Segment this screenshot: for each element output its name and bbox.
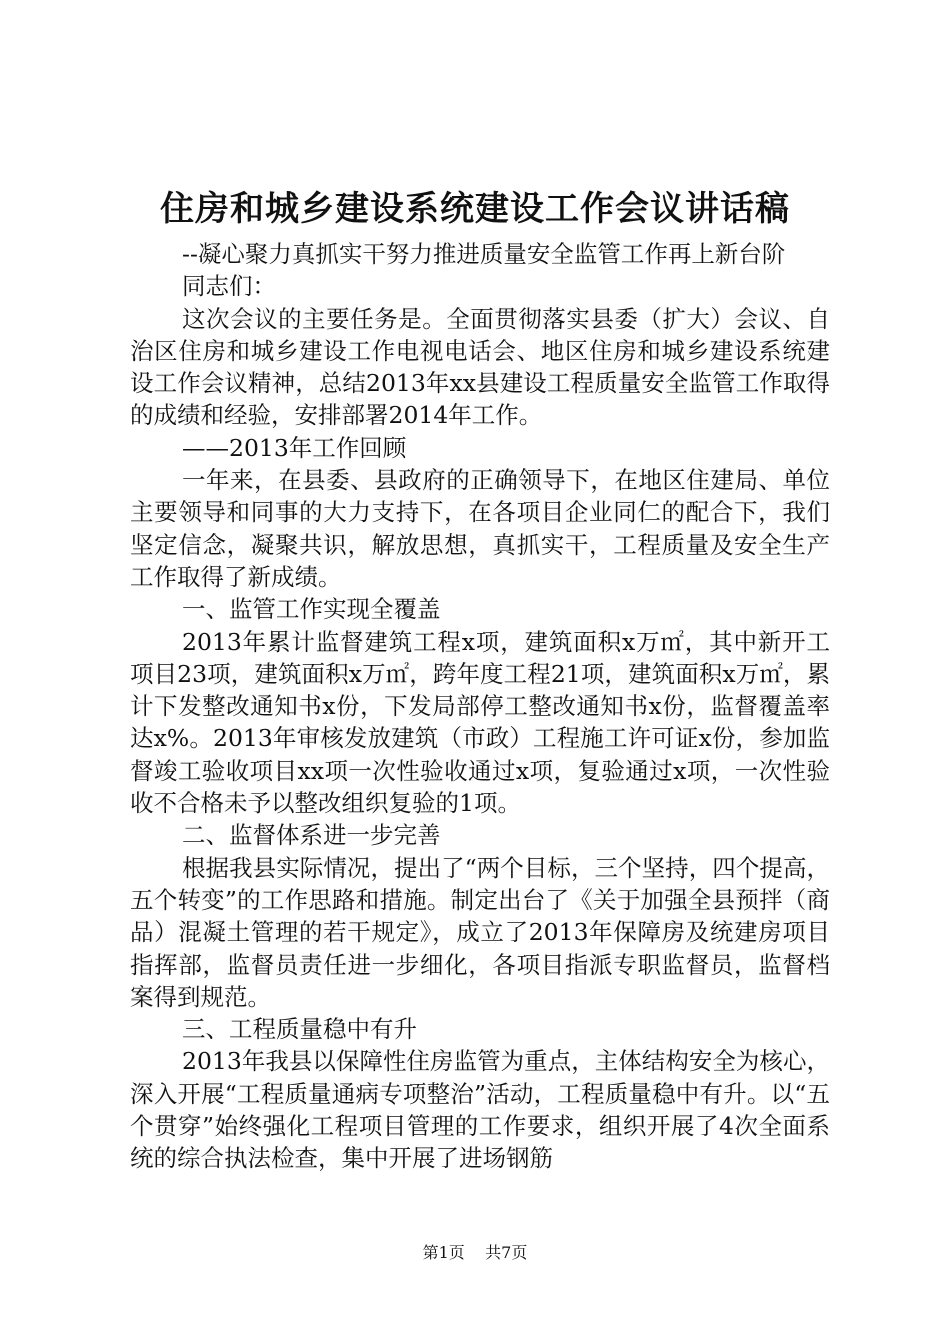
section-heading: ——2013年工作回顾 [182, 433, 407, 462]
body-paragraph: 根据我县实际情况，提出了“两个目标，三个坚持，四个提高，五个转变”的工作思路和措施。制定出台了《关于加强全县预拌（商品）混凝土管理的若干规定》，成立了2013年保障房及统建房项目指挥部，监督员责任进一步细化，各项目指派专职监督员，监督档案得到规范。 [130, 853, 830, 1011]
subtitle-paragraph: --凝心聚力真抓实干努力推进质量安全监管工作再上新台阶 [182, 240, 786, 268]
section-heading: 三、工程质量稳中有升 [182, 1015, 417, 1044]
body-paragraph: 2013年我县以保障性住房监管为重点，主体结构安全为核心，深入开展“工程质量通病专项整治”活动，工程质量稳中有升。以“五个贯穿”始终强化工程项目管理的工作要求，组织开展了4次全面系统的综合执法检查，集中开展了进场钢筋 [130, 1047, 830, 1173]
document-title: 住房和城乡建设系统建设工作会议讲话稿 [160, 189, 790, 229]
body-paragraph: 一年来，在县委、县政府的正确领导下，在地区住建局、单位主要领导和同事的大力支持下，在各项目企业同仁的配合下，我们坚定信念，凝聚共识，解放思想，真抓实干，工程质量及安全生产工作取得了新成绩。 [130, 466, 830, 591]
page-number: 第1页 [422, 1243, 465, 1262]
salutation-paragraph: 同志们： [182, 272, 276, 301]
page-total: 共7页 [485, 1243, 528, 1262]
page-separator [470, 1243, 480, 1262]
body-paragraph: 2013年累计监督建筑工程x项，建筑面积x万㎡，其中新开工项目23项，建筑面积x万㎡，跨年度工程21项，建筑面积x万㎡，累计下发整改通知书x份，下发局部停工整改通知书x份，监督覆盖率达x%。2013年审核发放建筑（市政）工程施工许可证x份，参加监督竣工验收项目xx项一次性验收通过x项，复验通过x项，一次性验收不合格未予以整改组织复验的1项。 [130, 627, 830, 818]
document-body [130, 238, 830, 1175]
body-paragraph: 这次会议的主要任务是。全面贯彻落实县委（扩大）会议、自治区住房和城乡建设工作电视电话会、地区住房和城乡建设系统建设工作会议精神，总结2013年xx县建设工程质量安全监管工作取得的成绩和经验，安排部署2014年工作。 [130, 304, 830, 430]
page-footer [0, 1241, 950, 1265]
section-heading: 一、监管工作实现全覆盖 [182, 595, 441, 624]
section-heading: 二、监督体系进一步完善 [182, 821, 441, 850]
